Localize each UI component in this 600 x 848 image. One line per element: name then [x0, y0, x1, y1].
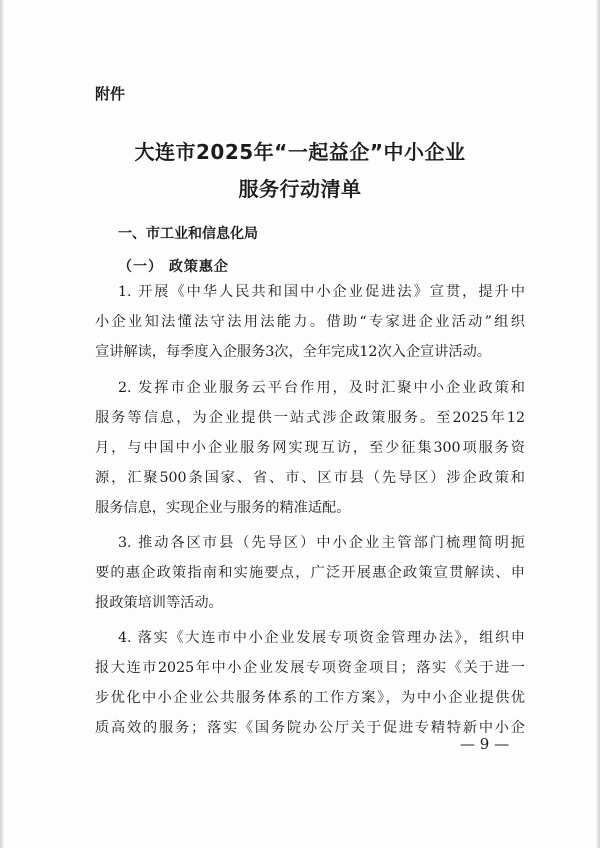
attachment-label: 附件: [95, 85, 126, 103]
paragraph-line: 4. 落实《大连市中小企业发展专项资金管理办法》，组织申: [118, 630, 525, 646]
subsection-heading: （一） 政策惠企: [118, 259, 229, 275]
paragraph-line: 小企业知法懂法守法用法能力。借助“专家进企业活动”组织: [95, 314, 525, 330]
paragraph-line: 宣讲解读，每季度入企服务3次，全年完成12次入企宣讲活动。: [95, 344, 491, 360]
paragraph-line: 服务等信息，为企业提供一站式涉企政策服务。至2025年12: [95, 410, 525, 426]
paragraph-line: 3. 推动各区市县（先导区）中小企业主管部门梳理简明扼: [118, 535, 525, 551]
paragraph-line: 2. 发挥市企业服务云平台作用，及时汇聚中小企业政策和: [118, 380, 525, 396]
page-number: — 9 —: [460, 735, 510, 753]
document-title-line-2: 服务行动清单: [238, 177, 362, 201]
section-heading: 一、市工业和信息化局: [118, 226, 258, 242]
paragraph-line: 报大连市2025年中小企业发展专项资金项目；落实《关于进一: [95, 660, 525, 676]
paragraph-line: 服务信息，实现企业与服务的精准适配。: [95, 500, 351, 516]
scan-edge-right: [596, 0, 600, 848]
paragraph-line: 要的惠企政策指南和实施要点，广泛开展惠企政策宣贯解读、申: [95, 565, 525, 581]
paragraph-line: 报政策培训等活动。: [95, 595, 223, 611]
document-title-line-1: 大连市2025年“一起益企”中小企业: [134, 140, 466, 164]
paragraph-line: 源，汇聚500条国家、省、市、区市县（先导区）涉企政策和: [95, 470, 525, 486]
paragraph-line: 质高效的服务；落实《国务院办公厅关于促进专精特新中小企: [95, 720, 525, 736]
paragraph-line: 1. 开展《中华人民共和国中小企业促进法》宣贯，提升中: [118, 284, 525, 300]
paragraph-line: 步优化中小企业公共服务体系的工作方案》，为中小企业提供优: [95, 690, 525, 706]
paragraph-line: 月，与中国中小企业服务网实现互访，至少征集300项服务资: [95, 440, 525, 456]
scan-edge-left: [0, 0, 4, 848]
